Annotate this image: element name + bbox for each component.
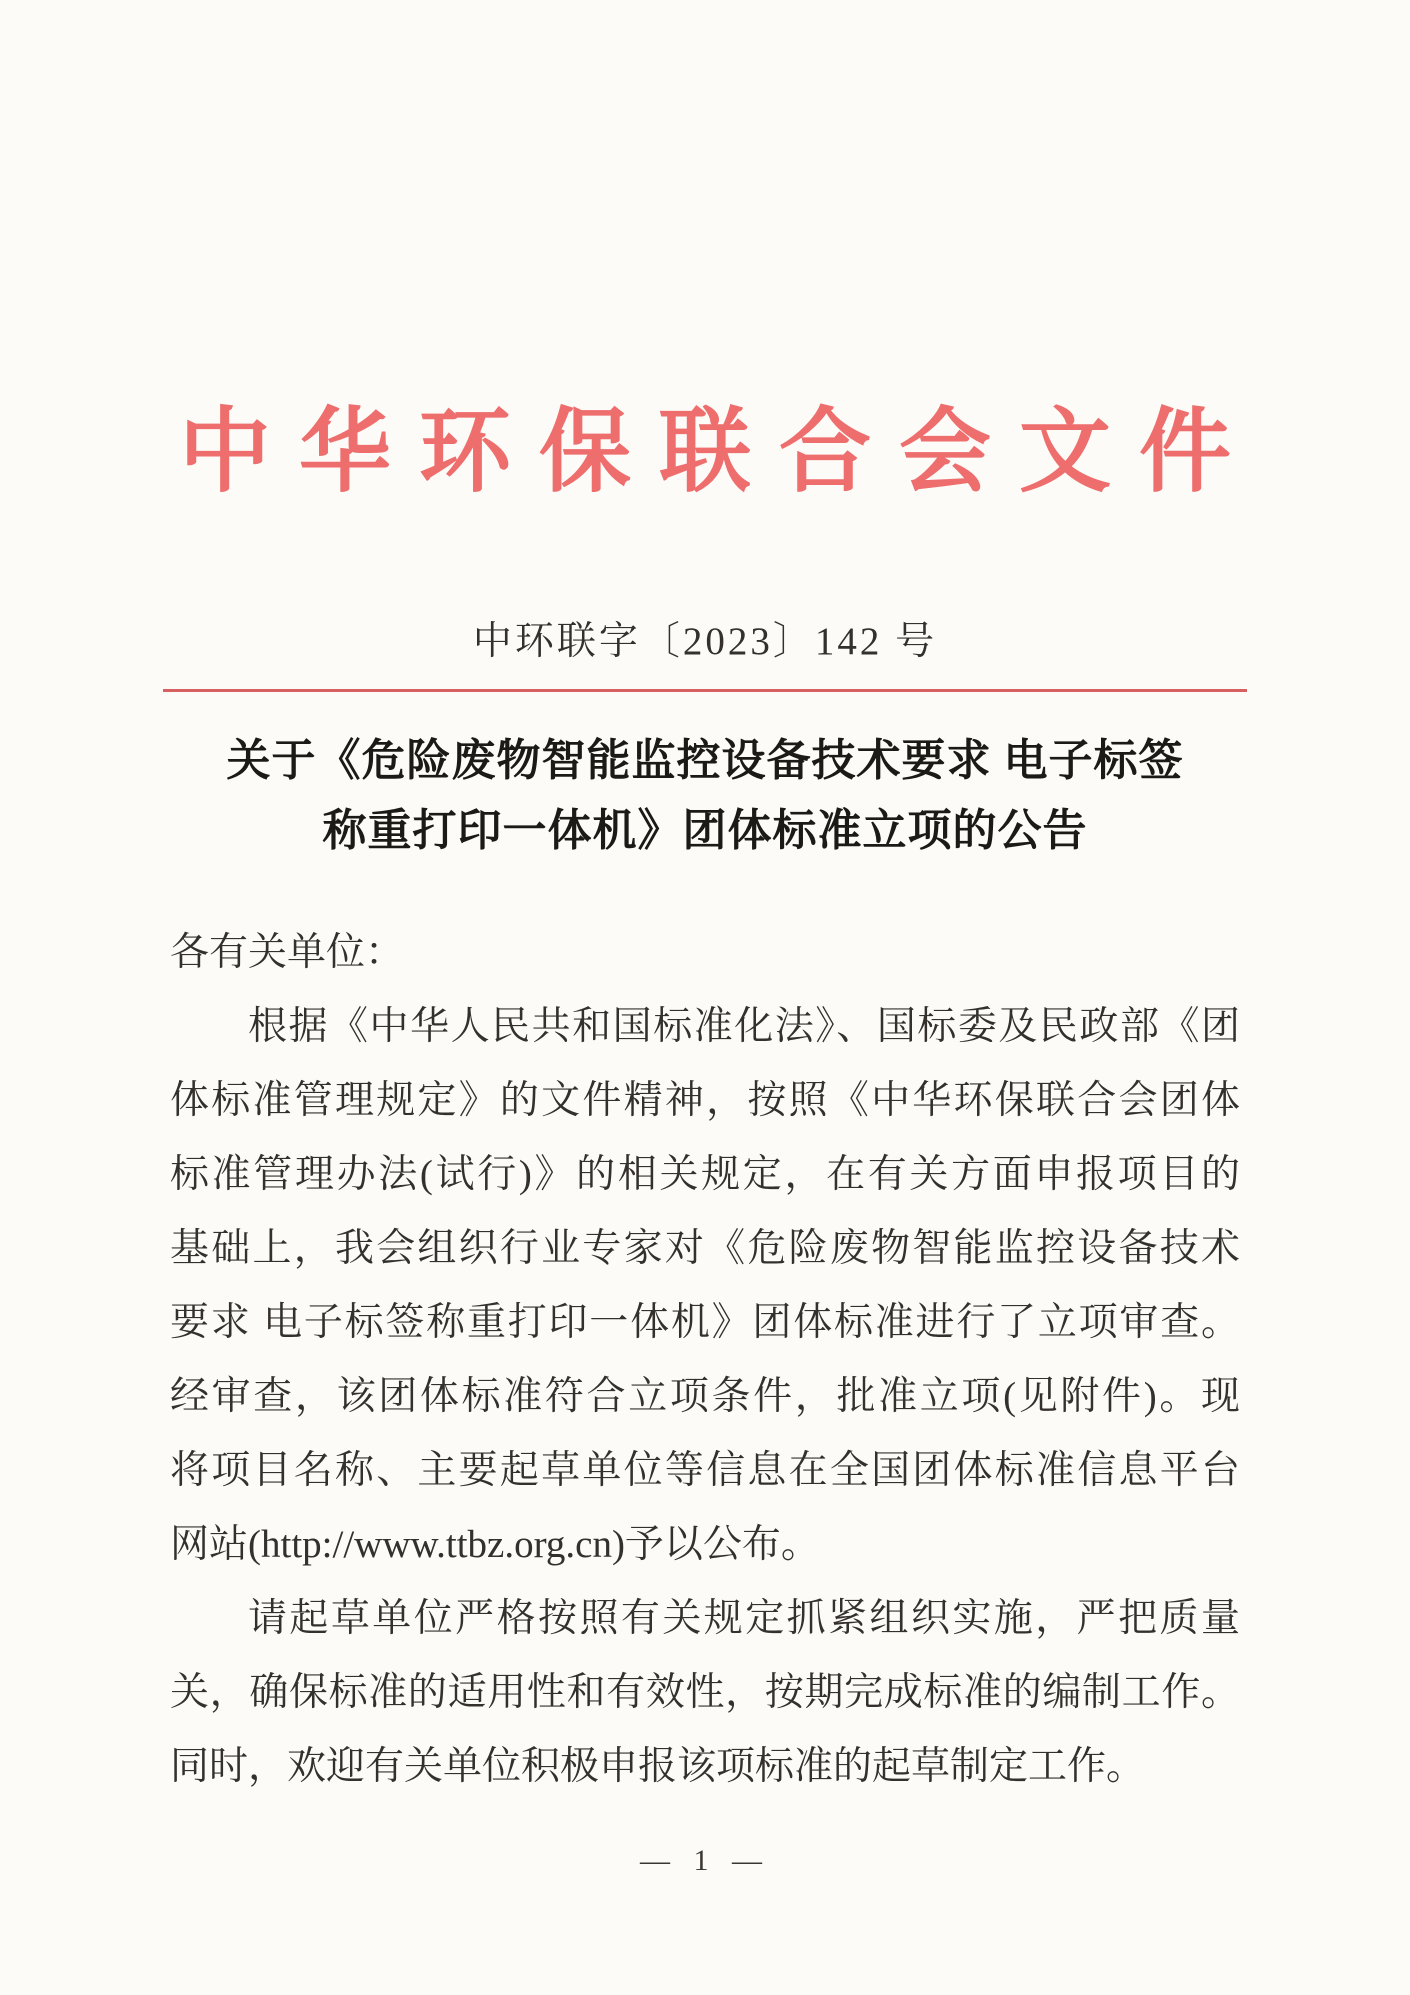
document-heading — [0, 726, 1410, 866]
document-body — [170, 916, 1240, 1804]
body-line: 基础上，我会组织行业专家对《危险废物智能监控设备技术 — [170, 1227, 1240, 1270]
body-line: 根据《中华人民共和国标准化法》、国标委及民政部《团 — [248, 1005, 1240, 1048]
salutation: 各有关单位： — [170, 931, 405, 974]
page-number: — 1 — — [640, 1844, 770, 1877]
body-line: 标准管理办法(试行)》的相关规定，在有关方面申报项目的 — [170, 1153, 1240, 1196]
heading-line-2: 称重打印一体机》团体标准立项的公告 — [322, 806, 1088, 855]
body-line: 将项目名称、主要起草单位等信息在全国团体标准信息平台 — [170, 1449, 1240, 1492]
body-line: 同时，欢迎有关单位积极申报该项标准的起草制定工作。 — [170, 1745, 1146, 1788]
red-separator-line — [163, 689, 1247, 692]
heading-line-1: 关于《危险废物智能监控设备技术要求 电子标签 — [226, 736, 1184, 785]
body-line: 体标准管理规定》的文件精神，按照《中华环保联合会团体 — [170, 1079, 1240, 1122]
body-line: 要求 电子标签称重打印一体机》团体标准进行了立项审查。 — [170, 1301, 1240, 1344]
body-line: 经审查，该团体标准符合立项条件，批准立项(见附件)。现 — [170, 1375, 1240, 1418]
document-number: 中环联字〔2023〕142 号 — [472, 620, 938, 663]
document-org-title: 中华环保联合会文件 — [178, 401, 1259, 503]
body-line: 请起草单位严格按照有关规定抓紧组织实施，严把质量 — [248, 1597, 1240, 1640]
body-line: 网站(http://www.ttbz.org.cn)予以公布。 — [170, 1523, 820, 1566]
body-line: 关，确保标准的适用性和有效性，按期完成标准的编制工作。 — [170, 1671, 1240, 1714]
